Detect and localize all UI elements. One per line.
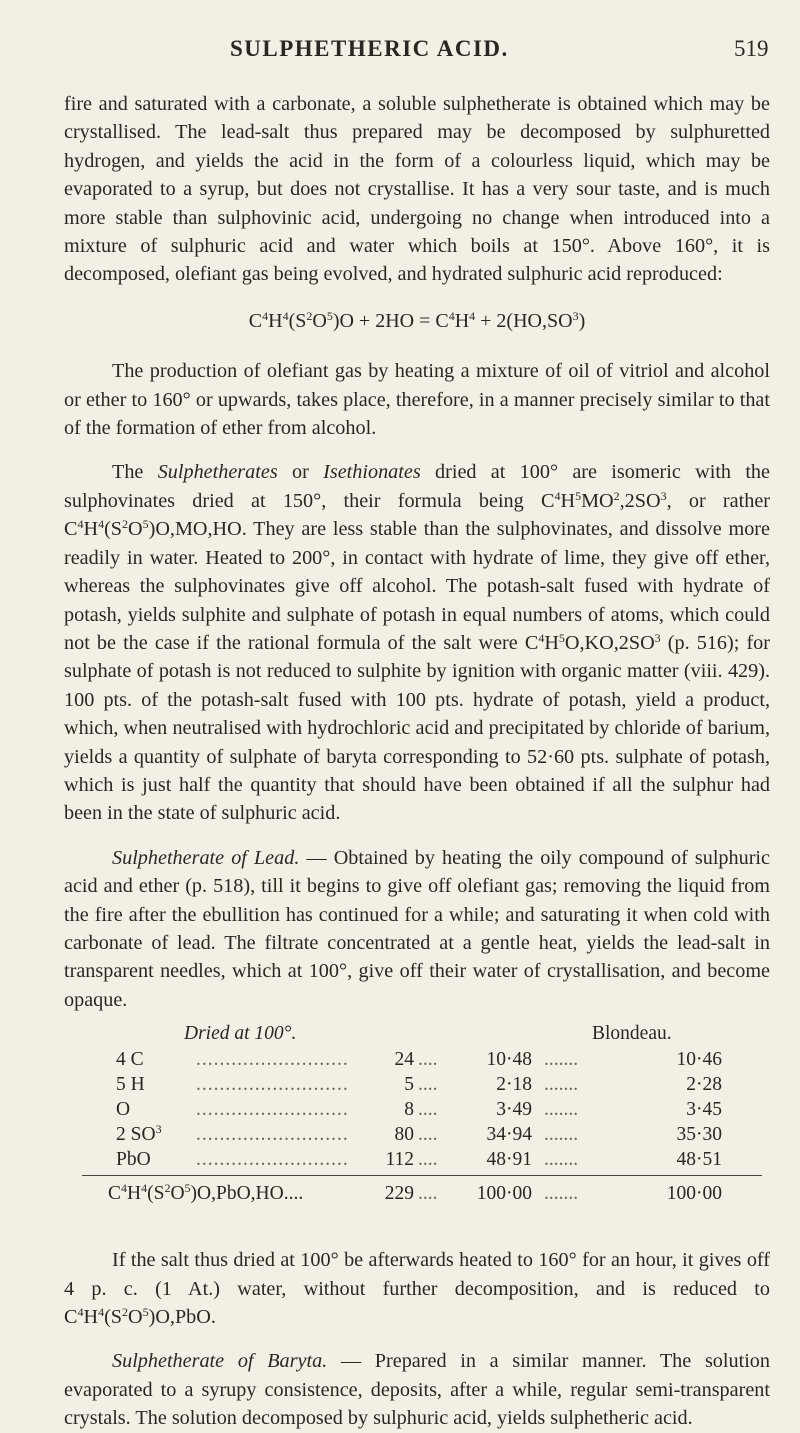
table-row: 2 $SO^3$ .......................... 80 .... 34·94 ....... 35·30 [116,1122,722,1146]
paragraph-continuation: fire and saturated with a carbonate, a soluble sulphetherate is obtained which may be crystallised. The lead-salt thus prepared may be decomposed by sulphuretted hydrogen, and yields the acid in the form of a colourless liquid, which may be evaporated to a syrup, but does not crystallise. It has a very sour taste, and is much more stable than sulphovinic acid, undergoing no change when introduced into a mixture of sulphuric acid and water which boils at 150°. Above 160°, it is decomposed, olefiant gas being evolved, and hydrated sulphuric acid reproduced: [64,93,770,286]
table-rule [82,1175,762,1176]
table-total-row: $C^4H^4(S^2O^5)O,PbO,HO$.... 229 .... 100·00 ....... 100·00 [108,1181,722,1205]
page-header [0,36,800,76]
decomposition-equation: $C^4H^4(S^2O^5)O + 2HO = C^4H^4 + 2(HO,SO^3)$ [248,308,586,332]
body-text [64,90,770,1433]
table-row: 4 C .......................... 24 .... 10·48 ....... 10·46 [116,1049,722,1071]
paragraph-sulphetherate-of-lead: Sulphetherate of Lead. — Obtained by heating the oily compound of sulphuric acid and ether (p. 518), till it begins to give off olefiant gas; removing the liquid from the fire after the ebullition has continued for a while; and saturating it when cold with carbonate of lead. The filtrate concentrated at a gentle heat, yields the lead-salt in transparent needles, which at 100°, give off their water of crystallisation, and become opaque. [64,846,770,1011]
running-head: SULPHETHERIC ACID. [230,36,509,61]
page-number: 519 [734,36,769,61]
table-row: PbO .......................... 112 .... 48·91 ....... 48·51 [116,1149,722,1171]
table-row: O .......................... 8 .... 3·49 ....... 3·45 [116,1099,722,1121]
paragraph-sulphetherates: The Sulphetherates or Isethionates dried at 100° are isomeric with the sulphovinates dried at 150°, their formula being $C^4H^5MO^2,2SO^3$, or rather $C^4H^4(S^2O^5)O,MO,HO$. They are less stable than the sulphovinates, and dissolve more readily in water. Heated to 200°, in contact with hydrate of lime, they give off ether, whereas the sulphovinates give off alcohol. The potash-salt fused with hydrate of potash, yields sulphite and sulphate of potash in equal numbers of atoms, which could not be the case if the rational formula of the salt were $C^4H^5O,KO,2SO^3$ (p. 516); for sulphate of potash is not reduced to sulphite by ignition with organic matter (viii. 429). 100 pts. of the potash-salt fused with 100 pts. hydrate of potash, yield a product, which, when neutralised with hydrochloric acid and precipitated by chloride of barium, yields a quantity of sulphate of baryta corresponding to 52·60 pts. sulphate of potash, which is just half the quantity that should have been obtained if all the sulphur had been in the state of sulphuric acid. [64,461,771,825]
composition-table [64,1020,770,1228]
paragraph-olefiant-gas: The production of olefiant gas by heating a mixture of oil of vitriol and alcohol or ether to 160° or upwards, takes place, therefore, in a manner precisely similar to that of the formation of ether from alcohol. [64,360,770,440]
paragraph-heated-to-160: If the salt thus dried at 100° be afterwards heated to 160° for an hour, it gives off 4 p. c. (1 At.) water, without further decomposition, and is reduced to $C^4H^4(S^2O^5)O,PbO$. [64,1249,770,1328]
paragraph-sulphetherate-of-baryta: Sulphetherate of Baryta. — Prepared in a similar manner. The solution evaporated to a syrupy consistence, deposits, after a while, regular semi-transparent crystals. The solution decomposed by sulphuric acid, yields sulphetheric acid. [64,1350,770,1430]
table-heading-dried: Dried at 100°. [184,1023,297,1045]
table-row: 5 H .......................... 5 .... 2·18 ....... 2·28 [116,1074,722,1096]
table-heading-blondeau: Blondeau. [592,1023,672,1045]
